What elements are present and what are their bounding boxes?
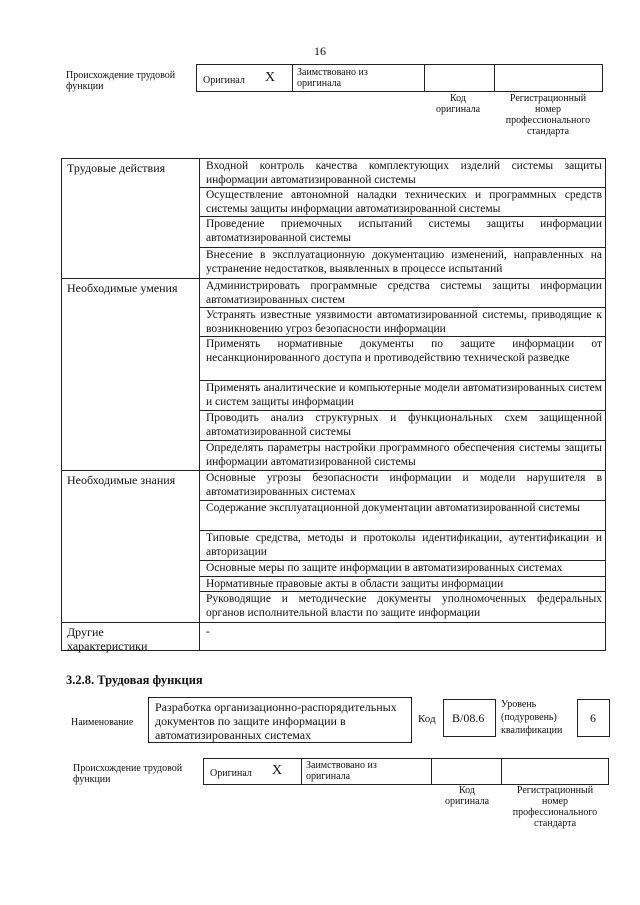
level-label: Уровень (подуровень) квалификации <box>501 699 563 736</box>
table-cell: Применять нормативные документы по защите информации от несанкционированного доступа и противодействию технической разведке <box>206 338 602 364</box>
table-cell: - <box>206 626 210 638</box>
table-cell: Нормативные правовые акты в области защиты информации <box>206 578 504 590</box>
reg-number-caption: Регистрационный номер профессионального стандарта <box>512 785 598 829</box>
original-mark: X <box>272 763 283 778</box>
borrowed-label: Заимствовано из оригинала <box>297 67 368 89</box>
row-label-required-knowledge: Необходимые знания <box>67 473 176 487</box>
name-label: Наименование <box>71 717 134 728</box>
code-box <box>443 699 496 737</box>
table-cell: Типовые средства, методы и протоколы идентификации, аутентификации и авторизации <box>206 532 602 558</box>
table-cell: Определять параметры настройки программного обеспечения системы защиты информации автоматизированной системы <box>206 442 602 468</box>
origin-box <box>203 758 609 785</box>
function-name: Разработка организационно-распорядительных документов по защите информации в автоматизированных системах <box>155 700 397 742</box>
page-number: 16 <box>314 44 326 58</box>
table-cell: Руководящие и методические документы уполномоченных федеральных органов исполнительной власти по защите информации <box>206 593 602 619</box>
table-cell: Основные меры по защите информации в автоматизированных системах <box>206 562 563 574</box>
section-heading: 3.2.8. Трудовая функция <box>66 673 203 687</box>
table-cell: Администрировать программные средства системы защиты информации автоматизированных систем <box>206 280 602 306</box>
row-label-other-characteristics: Другие характеристики <box>67 625 148 653</box>
competency-table <box>61 158 606 651</box>
table-cell: Внесение в эксплуатационную документацию изменений, направленных на устранение недостатков, выявленных в процессе испытаний <box>206 249 602 275</box>
code-label: Код <box>418 713 436 725</box>
function-code: B/08.6 <box>452 711 485 725</box>
row-label-required-skills: Необходимые умения <box>67 281 178 295</box>
table-cell: Устранять известные уязвимости автоматизированной системы, приводящие к возникновению угроз безопасности информации <box>206 309 602 335</box>
table-cell: Входной контроль качества комплектующих изделий системы защиты информации автоматизированной системы <box>206 160 602 186</box>
table-cell: Содержание эксплуатационной документации автоматизированной системы <box>206 502 580 514</box>
code-original-caption: Код оригинала <box>444 785 490 807</box>
table-cell: Проводить анализ структурных и функциональных схем защищенной автоматизированной системы <box>206 412 602 438</box>
level-box <box>577 699 610 737</box>
origin-label: Происхождение трудовой функции <box>73 763 183 785</box>
original-label: Оригинал <box>203 75 245 86</box>
original-label: Оригинал <box>210 768 252 779</box>
table-cell: Проведение приемочных испытаний системы защиты информации автоматизированной системы <box>206 218 602 244</box>
origin-box <box>196 64 603 92</box>
table-cell: Основные угрозы безопасности информации и модели нарушителя в автоматизированных системах <box>206 472 602 498</box>
original-mark: X <box>265 70 276 85</box>
row-label-labor-actions: Трудовые действия <box>67 161 166 175</box>
name-box <box>148 697 412 743</box>
code-original-caption: Код оригинала <box>435 93 481 115</box>
borrowed-label: Заимствовано из оригинала <box>306 760 377 782</box>
table-cell: Применять аналитические и компьютерные модели автоматизированных систем и систем защиты информации <box>206 382 602 408</box>
origin-label: Происхождение трудовой функции <box>66 70 176 92</box>
qualification-level: 6 <box>590 711 596 725</box>
table-cell: Осуществление автономной наладки технических и программных средств системы защиты информации автоматизированной системы <box>206 189 602 215</box>
reg-number-caption: Регистрационный номер профессионального стандарта <box>505 93 591 137</box>
